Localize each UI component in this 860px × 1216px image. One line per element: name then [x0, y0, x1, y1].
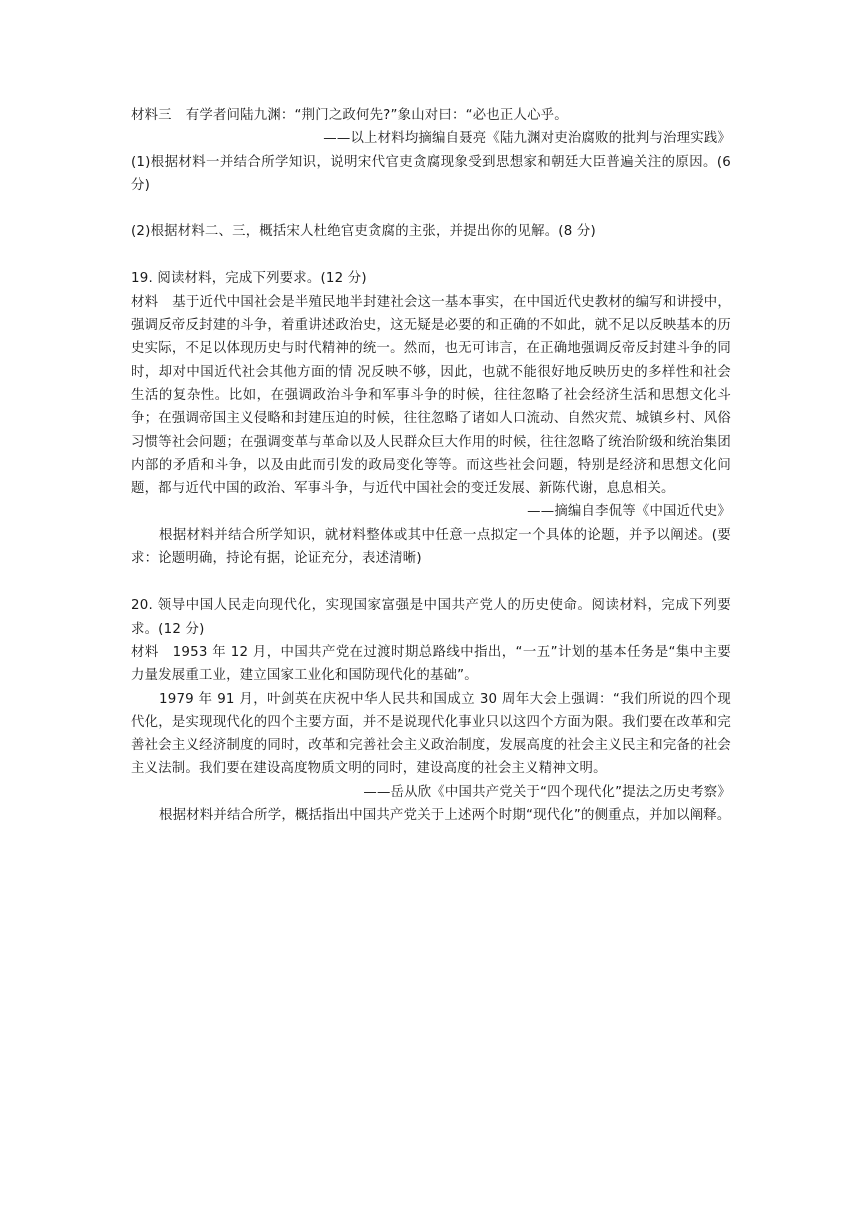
question-19-material-text: 基于近代中国社会是半殖民地半封建社会这一基本事实，在中国近代史教材的编写和讲授中，强调反帝反封建的斗争，着重讲述政治史，这无疑是必要的和正确的不如此，就不足以反映基本的历史实际，不足以体现历史与时代精神的统一。然而，也无可讳言，在正确地强调反帝反封建斗争的同时，却对中国近代社会其他方面的情 况反映不够，因此，也就不能很好地反映历史的多样性和社会生活的复杂性。比如，在强调政治斗争和军事斗争的时候，往往忽略了社会经济生活和思想文化斗争；在强调帝国主义侵略和封建压迫的时候，往往忽略了诸如人口流动、自然灾荒、城镇乡村、风俗习惯等社会问题；在强调变革与革命以及人民群众巨大作用的时候，往往忽略了统治阶级和统治集团内部的矛盾和斗争，以及由此而引发的政局变化等等。而这些社会问题，特别是经济和思想文化问题，都与近代中国的政治、军事斗争，与近代中国社会的变迁发展、新陈代谢，息息相关。 [131, 294, 731, 497]
question-20-source: ——岳从欣《中国共产党关于“四个现代化”提法之历史考察》 [363, 784, 731, 800]
material-3-text: 有学者问陆九渊：“荆门之政何先?”象山对曰：“必也正人心乎。 [185, 108, 568, 123]
question-19-task: 根据材料并结合所学知识，就材料整体或其中任意一点拟定一个具体的论题，并予以阐述。(要求：论题明确，持论有据，论证充分，表述清晰) [131, 527, 731, 567]
question-19-material [131, 291, 731, 501]
question-19-title: 19. 阅读材料，完成下列要求。(12 分) [131, 271, 367, 287]
question-20-task: 根据材料并结合所学，概括指出中国共产党关于上述两个时期“现代化”的侧重点，并加以阐释。 [159, 808, 731, 824]
document-page [131, 104, 731, 827]
material-3-source: ——以上材料均摘编自聂亮《陆九渊对吏治腐败的批判与治理实践》 [323, 131, 731, 147]
material-3-label: 材料三 [131, 108, 172, 123]
question-18-part-1: (1)根据材料一并结合所学知识，说明宋代官吏贪腐现象受到思想家和朝廷大臣普遍关注的原因。(6 分) [131, 154, 731, 193]
question-19-source: ——摘编自李侃等《中国近代史》 [527, 504, 731, 520]
question-20-title: 20. 领导中国人民走向现代化，实现国家富强是中国共产党人的历史使命。阅读材料，完成下列要求。(12 分) [131, 598, 731, 637]
question-20-material-2: 1979 年 91 月，叶剑英在庆祝中华人民共和国成立 30 周年大会上强调：“我们所说的四个现代化，是实现现代化的四个主要方面，并不是说现代化事业只以这四个方面为限。我们要在改革和完善社会主义经济制度的同时，改革和完善社会主义政治制度，发展高度的社会主义民主和完备的社会主义法制。我们要在建设高度物质文明的同时，建设高度的社会主义精神文明。 [131, 691, 731, 777]
question-20-material-text-1: 1953 年 12 月，中国共产党在过渡时期总路线中指出，“一五”计划的基本任务是“集中主要力量发展重工业，建立国家工业化和国防现代化的基础”。 [131, 644, 731, 684]
question-20-material-1 [131, 641, 731, 688]
material-3 [131, 104, 731, 127]
question-18-part-2: (2)根据材料二、三，概括宋人杜绝官吏贪腐的主张，并提出你的见解。(8 分) [131, 224, 596, 240]
question-19-material-label: 材料 [131, 294, 159, 310]
question-20-material-label: 材料 [131, 644, 159, 660]
